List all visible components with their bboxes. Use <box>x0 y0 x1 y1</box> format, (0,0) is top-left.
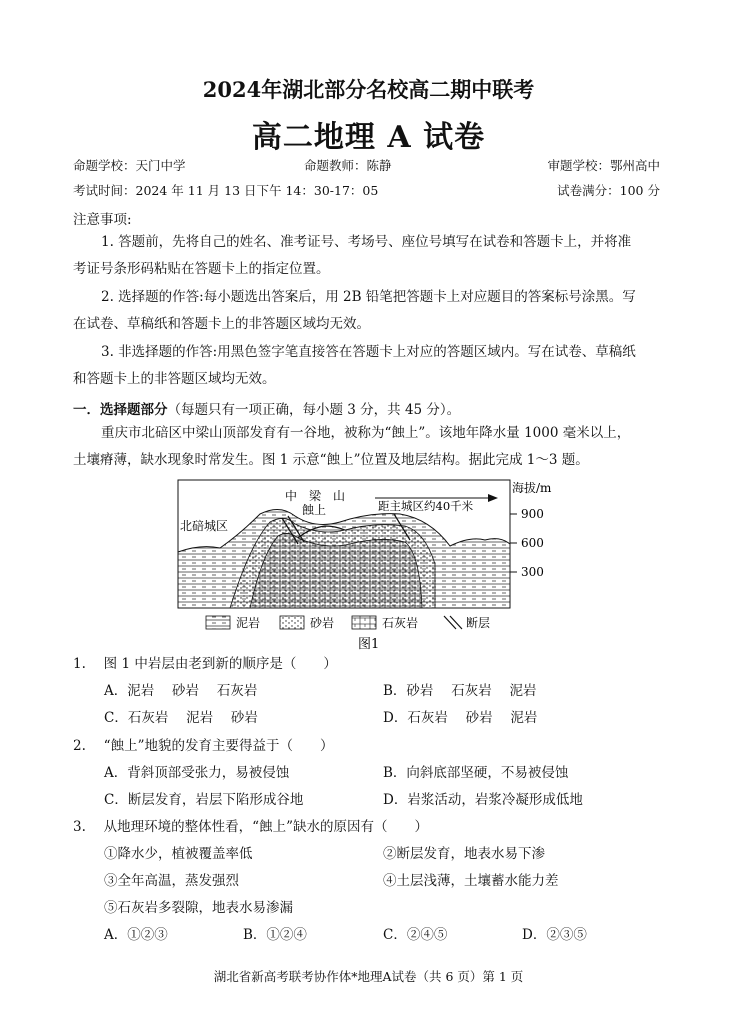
note-2-line-2: 在试卷、草稿纸和答题卡上的非答题区域均无效。 <box>73 316 370 332</box>
q1-option-a: A．泥岩 砂岩 石灰岩 <box>104 683 258 699</box>
meta-time: 考试时间：2024 年 11 月 13 日下午 14：30-17：05 <box>73 183 379 198</box>
legend-sandstone-swatch <box>280 616 304 629</box>
tick-900: 900 <box>521 507 544 521</box>
label-mountain: 中 梁 山 <box>285 489 346 503</box>
exam-title: 2024年湖北部分名校高二期中联考 <box>202 77 535 102</box>
legend-fault-icon <box>444 616 462 629</box>
q3-option-c: C．②④⑤ <box>383 927 448 943</box>
legend-limestone-swatch <box>352 616 376 629</box>
label-valley: 蝕上 <box>302 503 327 517</box>
tick-300: 300 <box>521 565 544 579</box>
label-city: 北碚城区 <box>180 519 229 533</box>
q3-statement-3: ③全年高温，蒸发强烈 <box>104 873 239 889</box>
q3-stem: 3. 从地理环境的整体性看，“蝕上”缺水的原因有（ ） <box>73 819 428 835</box>
q3-option-d: D．②③⑤ <box>522 927 587 943</box>
q2-option-d: D．岩浆活动，岩浆冷凝形成低地 <box>383 792 583 808</box>
legend-limestone: 石灰岩 <box>382 616 419 630</box>
legend-mudstone: 泥岩 <box>236 616 261 630</box>
label-distance: 距主城区约40千米 <box>378 499 474 513</box>
note-2-line-1: 2. 选择题的作答:每小题选出答案后，用 2B 铅笔把答题卡上对应题目的答案标号涂黑。写 <box>101 289 636 305</box>
intro-line-1: 重庆市北碚区中梁山顶部发育有一谷地，被称为“蝕上”。该地年降水量 1000 毫米以上， <box>101 425 631 441</box>
q3-option-a: A．①②③ <box>104 927 168 943</box>
meta-reviewer: 审题学校：鄂州高中 <box>547 158 660 173</box>
section-header <box>73 398 460 418</box>
tick-600: 600 <box>521 536 544 550</box>
legend-fault: 断层 <box>466 616 491 630</box>
q3-statement-2: ②断层发育，地表水易下渗 <box>383 846 545 862</box>
notes-heading: 注意事项: <box>73 212 132 228</box>
figure-caption: 图1 <box>358 637 380 652</box>
q3-statement-1: ①降水少，植被覆盖率低 <box>104 846 253 862</box>
meta-school: 命题学校：天门中学 <box>73 158 186 173</box>
q2-option-b: B．向斜底部坚硬，不易被侵蚀 <box>383 765 569 781</box>
figure-1-geologic-section <box>170 474 570 654</box>
q2-option-c: C．断层发育，岩层下陷形成谷地 <box>104 792 304 808</box>
q1-stem: 1. 图 1 中岩层由老到新的顺序是（ ） <box>73 656 337 672</box>
legend-mudstone-swatch <box>206 616 230 629</box>
q3-statement-5: ⑤石灰岩多裂隙，地表水易渗漏 <box>104 900 293 916</box>
page-footer: 湖北省新高考联考协作体*地理A试卷（共 6 页）第 1 页 <box>213 969 524 984</box>
note-3-line-1: 3. 非选择题的作答:用黑色签字笔直接答在答题卡上对应的答题区域内。写在试卷、草稿纸 <box>101 344 636 360</box>
intro-line-2: 土壤瘠薄，缺水现象时常发生。图 1 示意“蝕上”位置及地层结构。据此完成 1～3 题。 <box>73 452 589 468</box>
meta-teacher: 命题教师：陈静 <box>304 158 392 173</box>
note-1-line-2: 考证号条形码粘贴在答题卡上的指定位置。 <box>73 261 330 277</box>
q2-stem: 2. “蝕上”地貌的发育主要得益于（ ） <box>73 738 334 754</box>
q1-option-d: D．石灰岩 砂岩 泥岩 <box>383 710 538 726</box>
axis-title: 海拔/m <box>512 481 552 495</box>
section-title: 一．选择题部分 <box>73 402 168 418</box>
note-3-line-2: 和答题卡上的非答题区域均无效。 <box>73 371 276 387</box>
q1-option-c: C．石灰岩 泥岩 砂岩 <box>104 710 258 726</box>
paper-title: 高二地理 A 试卷 <box>251 120 486 155</box>
note-1-line-1: 1. 答题前，先将自己的姓名、准考证号、考场号、座位号填写在试卷和答题卡上，并将准 <box>101 234 632 250</box>
legend-sandstone: 砂岩 <box>310 616 335 630</box>
q2-option-a: A．背斜顶部受张力，易被侵蚀 <box>104 765 290 781</box>
meta-score: 试卷满分：100 分 <box>557 183 660 198</box>
arrow-head-icon <box>488 494 498 502</box>
q1-option-b: B．砂岩 石灰岩 泥岩 <box>383 683 537 699</box>
q3-statement-4: ④土层浅薄，土壤蓄水能力差 <box>383 873 559 889</box>
q3-option-b: B．①②④ <box>243 927 307 943</box>
section-desc: （每题只有一项正确，每小题 3 分，共 45 分）。 <box>167 402 461 418</box>
